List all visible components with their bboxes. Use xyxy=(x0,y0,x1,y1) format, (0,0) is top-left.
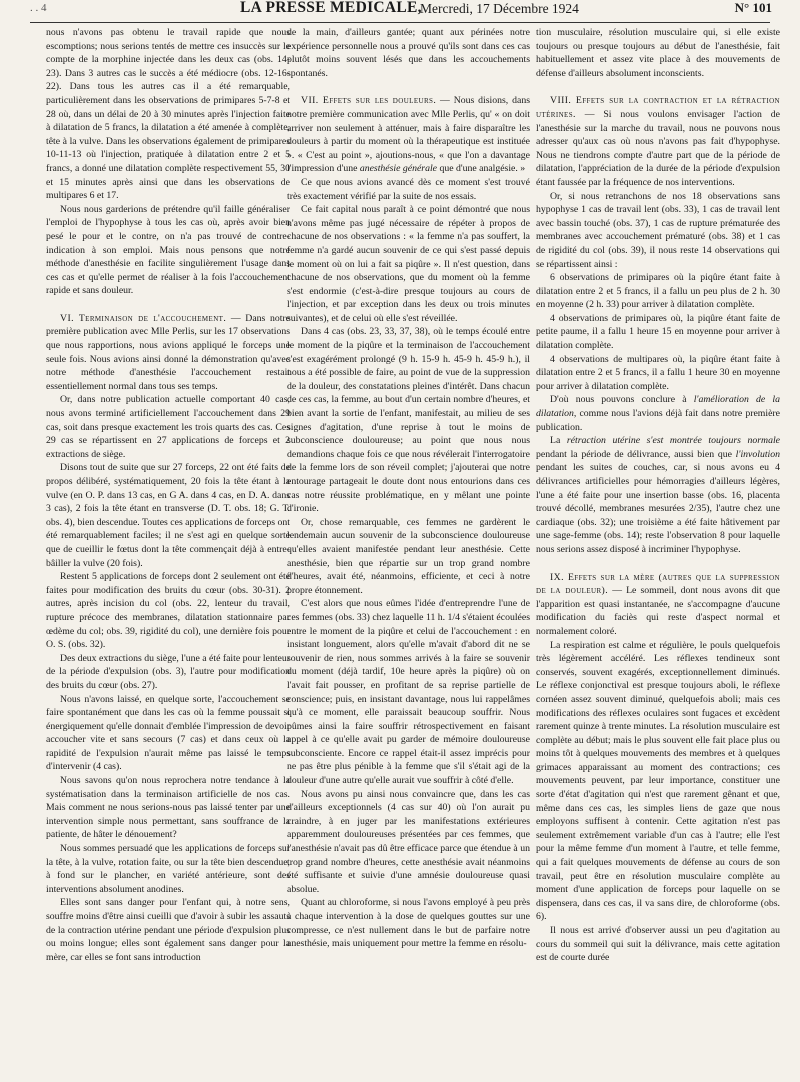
column-1 xyxy=(46,26,290,1078)
paragraph: Nous n'avons laissé, en quelque sorte, l'accouchement se faire spontanément que dans les cas où la femme poussait si énergiquement qu'elle donnait d'emblée l'impression de devoir accoucher vite et sans secours (7 cas) et dans ceux où la rapidité de l'expulsion n'aurait même pas laissé le temps d'intervenir (4 cas). xyxy=(46,693,290,773)
section-heading: VIII. Effets sur la contraction et la rétraction utérines. xyxy=(536,95,780,120)
paragraph: Ce fait capital nous paraît à ce point démontré que nous n'avons même pas jugé nécessaire de répéter à propos de chacune de nos observations : « la femme n'a pas souffert, la femme n'a gardé aucun souvenir de ce qui s'est passé depuis le moment où on lui a fait sa piqûre ». Il n'est question, dans chacune de nos observations, que du moment où la femme s'est endormie (c'est-à-dire presque toujours au cours de l'injection, et par exception dans les deux ou trois minutes suivantes), et de celui où elle s'est réveillée. xyxy=(287,204,530,324)
paragraph: Dans 4 cas (obs. 23, 33, 37, 38), où le temps écoulé entre le moment de la piqûre et la terminaison de l'accouchement s'est exagérément prolongé (9 h. 15-9 h. 45-9 h. 45-9 h.), il nous a été possible de faire, au point de vue de la suppression de la douleur, des constatations pleines d'intérêt. Dans chacun de ces cas, la femme, au bout d'un certain nombre d'heures, et bien avant la sortie de l'enfant, manifestait, au milieu de ses signes d'agitation, d'une reprise à tout le moins de subconscience douloureuse; au point que nous nous demandions chaque fois ce que nous révélerait l'interrogatoire de la femme lors de son réveil complet; j'ajouterai que notre entourage partageait le doute dont nous entourions dans ces cas notre réussite problématique, en y mêlant une pointe d'ironie. xyxy=(287,326,530,515)
section-heading: VII. Effets sur les douleurs. xyxy=(301,95,437,107)
paragraph: tion musculaire, résolution musculaire qui, si elle existe toujours ou presque toujours au début de l'anesthésie, fait habituellement et assez vite place à des mouvements de défense d'ailleurs absolument inconscients. xyxy=(536,27,780,79)
issue-date: Mercredi, 17 Décembre 1924 xyxy=(420,1,579,16)
paragraph: Or, chose remarquable, ces femmes ne gardèrent le lendemain aucun souvenir de la subconscience douloureuse qu'elles avaient manifestée pendant leur anesthésie. Cette anesthésie, bien que répartie sur un trop grand nombre d'heures, avait été, néanmoins, efficiente, et ceci à notre propre étonnement. xyxy=(287,516,530,596)
header-rule xyxy=(30,22,770,23)
paragraph: 6 observations de primipares où la piqûre étant faite à dilatation entre 2 et 5 francs, il a fallu un peu plus de 2 h. 30 en moyenne (2 h. 33) pour arriver à dilatation complète. xyxy=(536,272,780,311)
section-6: VI. Terminaison de l'accouchement. — Dans notre première publication avec Mlle Perlis, sur les 17 observations que nous rapportions, nous avions appliqué le forceps une seule fois. Nous avions ainsi donné la démonstration qu'avec notre méthode d'anesthésie l'accouchement restait essentiellement normal dans tous ses temps. xyxy=(46,312,290,392)
paragraph: Nous savons qu'on nous reprochera notre tendance à la systématisation dans la terminaison artificielle de nos cas. Mais comment ne nous serions-nous pas laissé tenter par une intervention simple nous permettant, sans souffrance de la patiente, de hâter le dénouement? xyxy=(46,775,290,841)
paragraph: de la main, d'ailleurs gantée; quant aux périnées notre expérience personnelle nous a prouvé qu'ils sont dans ces cas plutôt moins souvent lésés que dans les accouchements spontanés. xyxy=(287,27,530,79)
paragraph: Nous nous garderions de prétendre qu'il faille généraliser l'emploi de l'hypophyse à tous les cas où, après avoir bien pesé le pour et le contre, on n'a pas trouvé de contre-indication à son emploi. Mais nous pensons que notre méthode d'anesthésie en facilite singulièrement l'usage dans ces cas et qu'elle permet de réaliser à la fois l'accouchement rapide et sans douleur. xyxy=(46,203,290,297)
column-2 xyxy=(287,26,530,1078)
paragraph: La rétraction utérine s'est montrée toujours normale pendant la période de délivrance, aussi bien que l'involution pendant les suites de couches, car, si nous avons eu 4 délivrances artificielles pour hémorragies d'ailleurs légères, l'une a été faite pour une insertion basse (obs. 16, placenta trouvé décollé, membranes mesurées 2/35), l'autre chez une cardiaque (obs. 32); une troisième a été faite hâtivement par une sage-femme (obs. 14); reste l'observation 8 pour laquelle nous serions assez disposé à incriminer l'hypophyse. xyxy=(536,435,780,555)
page-header xyxy=(30,0,772,20)
paragraph: Ce que nous avions avancé dès ce moment s'est trouvé très exactement vérifié par la suite de nos essais. xyxy=(287,176,530,202)
section-heading: VI. Terminaison de l'accouchement. xyxy=(60,312,227,324)
section-7: VII. Effets sur les douleurs. — Nous disions, dans notre première communication avec Mlle Perlis, qu' « on doit arriver non seulement à atténuer, mais à faire disparaître les douleurs à partir du moment où la thérapeutique est instituée ». « C'est au point », ajoutions-nous, « que l'on a davantage l'impression d'une anesthésie générale que d'une analgésie. » xyxy=(287,95,530,175)
paragraph: 4 observations de multipares où, la piqûre étant faite à dilatation entre 2 et 5 francs, il a fallu 1 heure 30 en moyenne pour arriver à dilatation complète. xyxy=(536,353,780,392)
paragraph: Quant au chloroforme, si nous l'avons employé à peu près à chaque intervention à la dose de quelques gouttes sur une compresse, ce n'est nullement dans le but de parfaire notre anesthésie, mais uniquement pour mettre la femme en résolu- xyxy=(287,897,530,950)
column-3 xyxy=(536,26,780,1078)
paragraph: Nous sommes persuadé que les applications de forceps sur la tête, à la vulve, rotation faite, ou sur la tête bien descendue, à fond sur le plancher, en variété antérieure, sont des interventions absolument anodines. xyxy=(46,843,290,895)
paragraph: Nous avons pu ainsi nous convaincre que, dans les cas d'ailleurs exceptionnels (4 cas sur 40) où l'on aurait pu craindre, à en juger par les manifestations extérieures apparemment douloureuses présentées par ces femmes, que l'anesthésie n'avait pas dû être efficace parce que étendue à un trop grand nombre d'heures, cette anesthésie avait néanmoins été suffisante et suivie d'une amnésie douloureuse quasi absolue. xyxy=(287,788,530,895)
paragraph: 4 observations de primipares où, la piqûre étant faite de petite paume, il a fallu 1 heure 15 en moyenne pour arriver à dilatation complète. xyxy=(536,312,780,352)
paragraph: La respiration est calme et régulière, le pouls quelquefois très légèrement accéléré. Les réflexes tendineux sont conservés, souvent exagérés, exceptionnellement diminués. Le réflexe conjonctival est presque toujours aboli, le réflexe cornéen assez souvent diminué, quelquefois aboli; mais ces modifications des réflexes oculaires sont fugaces et excèdent rarement quinze à trente minutes. La résolution musculaire est complète au début; mais le plus souvent elle fait place plus ou moins tôt à quelques mouvements des membres et à quelques grimaces apparaissant au moment des contractions; ces mouvements peuvent, par leur importance, constituer une sorte d'état d'agitation qui n'est que rarement gênant et que, même dans ces cas, les simples liens de gaze que nous employons suffisent à contenir. Cette agitation n'est pas seulement extrêmement variable d'un cas à l'autre; elle l'est pour la même femme d'un moment à l'autre, et telle femme, qui a fait quelques mouvements de défense au cours de son travail, peut être en résolution musculaire complète au moment d'une application de forceps pour laquelle on se dispensera, dans ces cas, il va sans dire, de chloroforme (obs. 6). xyxy=(536,639,780,923)
paragraph: Il nous est arrivé d'observer aussi un peu d'agitation au cours du sommeil qui suit la délivrance, mais cette agitation est de courte durée xyxy=(536,925,780,964)
paragraph: Or, si nous retranchons de nos 18 observations sans hypophyse 1 cas de travail lent (obs. 33), 1 cas de travail lent avec bassin touché (obs. 37), 1 cas de rupture prématurée des membranes avec accouchement prématuré (obs. 38) et 1 cas de rigidité du col (obs. 39), il nous reste 14 observations qui se répartissent ainsi : xyxy=(536,190,780,270)
page-number: N° 101 xyxy=(734,0,772,15)
paragraph: Restent 5 applications de forceps dont 2 seulement ont été faites pour modification des bruits du cœur (obs. 30-31). 2 autres, après incision du col (obs. 22, lenteur du travail, rupture précoce des membranes, dilatation stationnaire par œdème du col; obs. 39, rigidité du col), une dernière fois pour O. S. (obs. 32). xyxy=(46,571,290,651)
paragraph: C'est alors que nous eûmes l'idée d'entreprendre l'une de ces femmes (obs. 33) chez laquelle 11 h. 1/4 s'étaient écoulées entre le moment de la piqûre et celui de l'accouchement : en insistant longuement, alors qu'elle m'avait d'abord dit ne se souvenir de rien, nous sommes arrivés à la faire se souvenir du moment (déjà tardif, 10e heure après la piqûre) où on l'avait fait pousser, en profitant de sa reprise partielle de conscience; puis, en insistant davantage, nous lui rappelâmes qu'à ce moment, elle paraissait beaucoup souffrir. Nous pûmes ainsi la faire souffrir rétrospectivement en faisant appel à ce qu'elle avait pu garder de mémoire douloureuse subconsciente. Encore ce rappel était-il assez imprécis pour ne pas être plus pénible à la femme que s'il s'était agi de la douleur d'une autre qu'elle aurait vue souffrir à côté d'elle. xyxy=(287,598,530,787)
paragraph: nous n'avons pas obtenu le travail rapide que nous escomptions; nous serions tentés de mettre ces insuccès sur le compte de la morphine injectée dans les deux cas (obs. 14-23). Dans 3 autres cas le succès a été médiocre (obs. 12-16-22). Dans tous les autres cas il a été remarquable, particulièrement dans les observations de primipares 5-7-8 et 28 où, dans un délai de 20 à 30 minutes après l'injection faite à dilatation de 5 francs, la dilatation a été amenée à complète, tête à la vulve. Dans les observations également de primipares 10-11-13 où l'injection, pratiquée à dilatation entre 2 et 5 francs, a donné une dilatation complète respectivement 55, 30 et 15 minutes après ainsi que dans les observations de multipares 6 et 17. xyxy=(46,27,290,202)
paragraph: Disons tout de suite que sur 27 forceps, 22 ont été faits de propos délibéré, systématiquement, 20 fois la tête étant à la vulve (en O. P. dans 13 cas, en G A. dans 4 cas, en D. A. dans 3 cas), 2 fois la tête étant en transverse (D. T. obs. 18; G. T. obs. 4), bien descendue. Toutes ces applications de forceps ont été remarquablement faciles; il ne s'est agi en quelque sorte que de cueillir le fœtus dont la tête commençait déjà à entre-bâiller la vulve (20 fois). xyxy=(46,462,290,569)
section-8: VIII. Effets sur la contraction et la rétraction utérines. — Si nous voulons envisager l'action de l'anesthésie sur la marche du travail, nous ne pouvons nous adresser qu'aux cas où nous n'avons pas fait d'hypophyse. Nous ne tiendrons compte d'autre part que de la période de dilatation, l'appréciation de la durée de la période d'expulsion étant faussée par la fréquence de nos interventions. xyxy=(536,95,780,188)
page-number-left: . . 4 xyxy=(30,2,47,14)
paragraph: Des deux extractions du siège, l'une a été faite pour lenteur de la période d'expulsion (obs. 3), l'autre pour modification des bruits du cœur (obs. 27). xyxy=(46,652,290,691)
paragraph: Elles sont sans danger pour l'enfant qui, à notre sens, souffre moins d'être ainsi cueilli que d'avoir à subir les assauts de la contraction utérine pendant une période d'expulsion plus ou moins longue; elles sont également sans danger pour la mère, car elles se font sans introduction xyxy=(46,897,290,963)
paragraph: Or, dans notre publication actuelle comportant 40 cas, nous avons terminé artificiellement l'accouchement dans 29 cas, soit dans presque exactement les trois quarts des cas. Ces 29 cas se répartissent en 27 applications de forceps et 2 extractions de siège. xyxy=(46,394,290,460)
section-9: IX. Effets sur la mère (autres que la suppression de la douleur). — Le sommeil, dont nous avons dit que l'apparition est quasi instantanée, ne s'accompagne d'aucune modification du faciès qui reste d'aspect normal et normalement coloré. xyxy=(536,571,780,637)
paragraph: D'où nous pouvons conclure à l'amélioration de la dilatation, comme nous l'avions déjà fait dans notre première publication. xyxy=(536,394,780,433)
journal-title: LA PRESSE MEDICALE, xyxy=(240,0,422,16)
section-heading: IX. Effets sur la mère (autres que la suppression de la douleur). xyxy=(536,571,780,597)
